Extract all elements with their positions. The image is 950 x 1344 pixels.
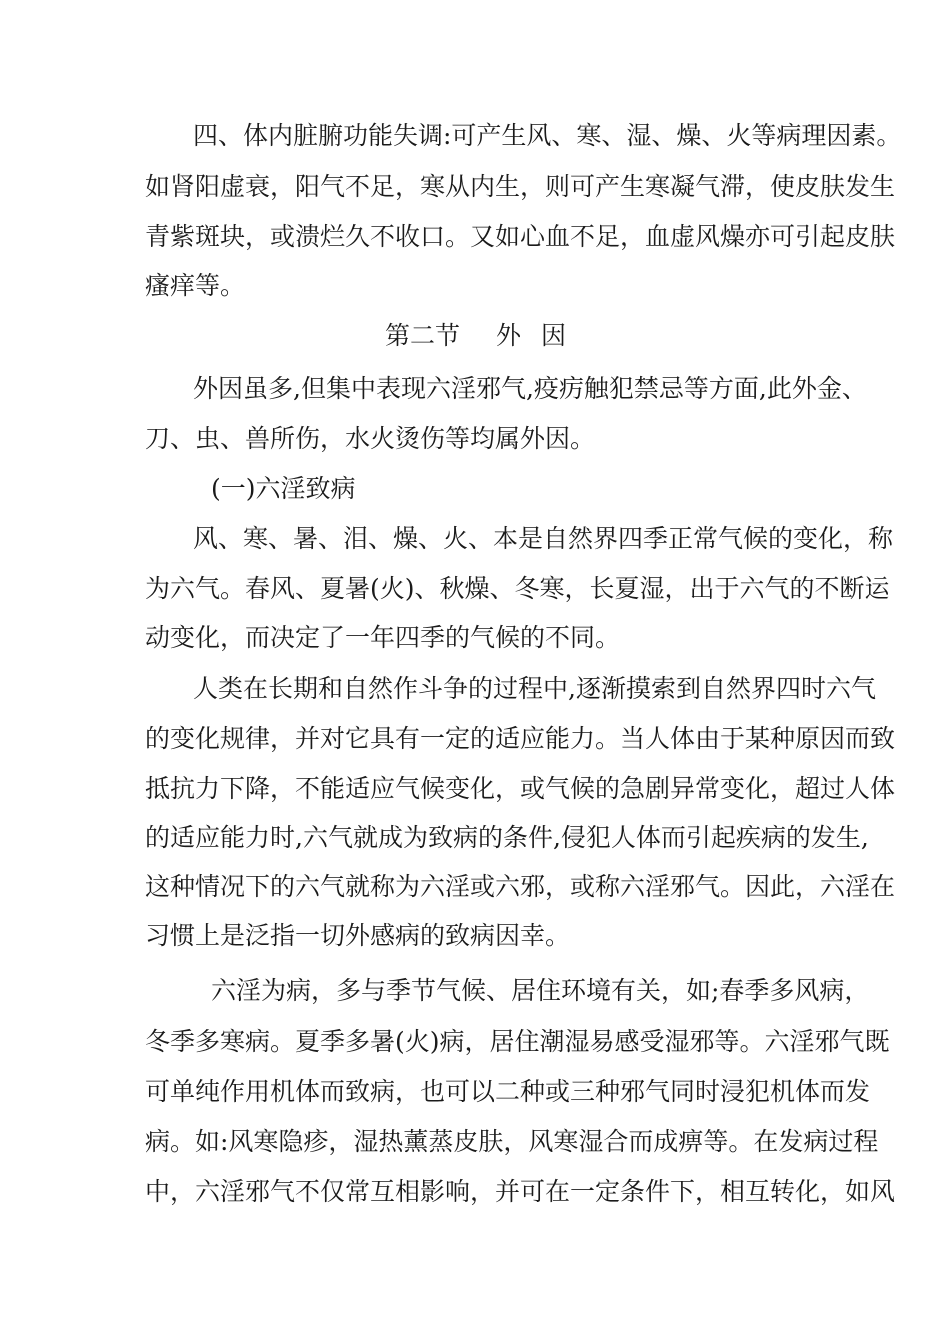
para5-line-1: 六淫为病，多与季节气候、居住环境有关，如;春季多风病， (211, 976, 870, 1005)
para4-line-4: 的适应能力时,六气就成为致病的条件,侵犯人体而引起疾病的发生, (145, 823, 869, 852)
para4-line-5: 这种情况下的六气就称为六淫或六邪，或称六淫邪气。因此，六淫在 (145, 872, 896, 901)
para4-line-1: 人类在长期和自然作斗争的过程中,逐渐摸索到自然界四时六气 (193, 674, 876, 703)
para3-line-1: 风、寒、暑、泪、燥、火、本是自然界四季正常气候的变化，称 (193, 524, 894, 553)
para5-line-5: 中，六淫邪气不仅常互相影响，并可在一定条件下，相互转化，如风 (145, 1177, 896, 1206)
para1-line-1: 四、体内脏腑功能失调:可产生风、寒、湿、燥、火等病理因素。 (193, 121, 902, 150)
para2-line-2: 刀、虫、兽所伤，水火烫伤等均属外因。 (145, 424, 596, 453)
section-title: 外因 (496, 321, 587, 350)
para4-line-6: 习惯上是泛指一切外感病的致病因幸。 (145, 921, 571, 950)
para1-line-2: 如肾阳虚衰，阳气不足，寒从内生，则可产生寒凝气滞，使皮肤发生 (145, 172, 896, 201)
para3-line-3: 动变化，而决定了一年四季的气候的不同。 (145, 623, 621, 652)
para1-line-3: 青紫斑块，或溃烂久不收口。又如心血不足，血虚风燥亦可引起皮肤 (145, 222, 896, 251)
para1-line-4: 瘙痒等。 (145, 271, 246, 300)
para5-line-2: 冬季多寒病。夏季多暑(火)病，居住潮湿易感受湿邪等。六淫邪气既 (145, 1027, 890, 1056)
para3-line-2: 为六气。春风、夏暑(火)、秋燥、冬寒，长夏湿，出于六气的不断运 (145, 574, 890, 603)
para5-line-4: 病。如:风寒隐疹，湿热薰蒸皮肤，风寒湿合而成痹等。在发病过程 (145, 1127, 879, 1156)
para5-line-3: 可单纯作用机体而致病，也可以二种或三种邪气同时浸犯机体而发 (145, 1077, 871, 1106)
subheading: (一)六淫致病 (211, 474, 356, 503)
para2-line-1: 外因虽多,但集中表现六淫邪气,疫疠触犯禁忌等方面,此外金、 (193, 374, 867, 403)
para4-line-2: 的变化规律，并对它具有一定的适应能力。当人体由于某种原因而致 (145, 724, 896, 753)
section-number: 第二节 (385, 321, 461, 350)
para4-line-3: 抵抗力下降，不能适应气候变化，或气候的急剧异常变化，超过人体 (145, 774, 896, 803)
